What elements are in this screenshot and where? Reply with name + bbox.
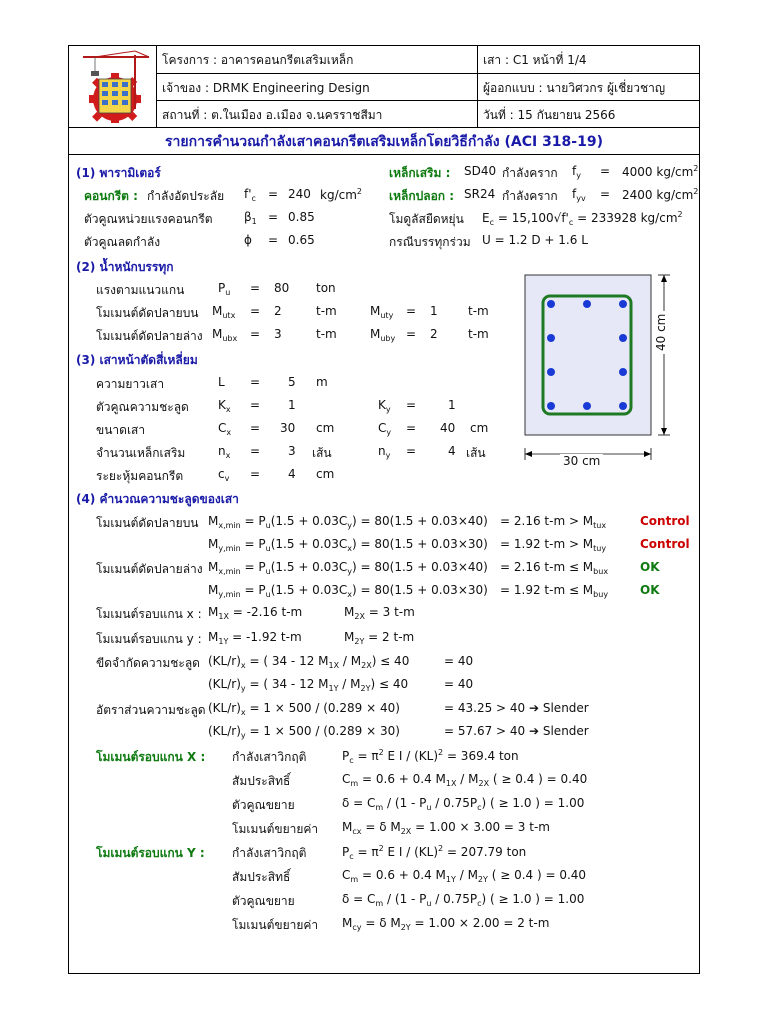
magy-heading: โมเมนต์รอบแกน Y : [96, 846, 205, 860]
magx-delta: $\delta = C_m / (1 - P_u / 0.75P_c)$ ( ≥ 1.0 ) = 1.00 [342, 796, 585, 812]
rebar-dot [619, 300, 627, 308]
limit-y: $(KL/r)_y$ = ( 34 - 12 $M_{1Y} / M_{2Y}) \le 40$ [208, 677, 409, 693]
my-label: โมเมนต์รอบแกน y : [96, 632, 202, 646]
fc-unit: $kg/cm^2$ [320, 187, 362, 202]
sec4-heading: (4) คำนวณความชะลูดของเสา [76, 492, 239, 506]
sec2-heading: (2) น้ำหนักบรรทุก [76, 260, 174, 274]
crane-building-gear-logo [75, 49, 153, 123]
magx-pc: $P_c = \pi^2$ E I / (KL)$^2$ = 369.4 ton [342, 748, 519, 765]
header-divider-logo [156, 45, 157, 127]
cv-symbol: $c_v$ [218, 467, 230, 483]
section-height-label: 40 cm [654, 311, 668, 354]
header-bottom-line [68, 127, 700, 128]
ratio-x-expr: $(KL/r)_x = 1 \times 500 / (0.289 \times 40)$ [208, 701, 400, 717]
sec1-heading: (1) พารามิเตอร์ [76, 166, 161, 180]
limit-label: ขีดจำกัดความชะลูด [96, 656, 200, 670]
magy-mc-desc: โมเมนต์ขยายค่า [232, 918, 319, 932]
beta-symbol: $\beta_1$ [244, 210, 257, 226]
column-section-drawing [518, 272, 688, 472]
ratio-y-value: = 57.67 > 40 ➔ Slender [444, 724, 589, 738]
fc-value: 240 [288, 187, 311, 201]
magy-cm: $C_m = 0.6 + 0.4$ $M_{1Y} / M_{2Y}$ ( ≥ 0.4 ) = 0.40 [342, 868, 587, 884]
rebar-dot [583, 402, 591, 410]
magx-mc: $M_{cx} = \delta$ $M_{2X} = 1.00 \times 3.00 = 3$ t-m [342, 820, 550, 836]
sec4-row-status: Control [640, 537, 690, 551]
sec4-row-label: โมเมนต์ดัดปลายล่าง [96, 562, 203, 576]
beta-desc: ตัวคูณหน่วยแรงคอนกรีต [84, 212, 213, 226]
ny-unit: เส้น [466, 446, 486, 460]
header-row-line-1 [156, 73, 700, 74]
mutx-symbol: $M_{utx}$ [212, 304, 236, 320]
limit-x: $(KL/r)_x$ = ( 34 - 12 $M_{1X} / M_{2X}) \le 40$ [208, 654, 410, 670]
length-symbol: L [218, 375, 225, 389]
magy-delta: $\delta = C_m / (1 - P_u / 0.75P_c)$ ( ≥ 1.0 ) = 1.00 [342, 892, 585, 908]
rebar-dot [547, 334, 555, 342]
column-page: เสา : C1 หน้าที่ 1/4 [483, 53, 587, 67]
cx-symbol: $C_x$ [218, 421, 232, 437]
m1x-value: $M_{1X} = -2.16$ t-m [208, 605, 303, 621]
project-name: โครงการ : อาคารคอนกรีตเสริมเหล็ก [162, 53, 354, 67]
rebar-dot [619, 334, 627, 342]
sec4-row-status: OK [640, 583, 660, 597]
sec4-row-lhs: $M_{x,min} = P_u(1.5 + 0.03C_y) = 80(1.5 + 0.03\times 40)$ [208, 514, 488, 530]
axial-desc: แรงตามแนวแกน [96, 283, 185, 297]
limit-y-value: = 40 [444, 677, 474, 691]
mutx-unit: t-m [316, 304, 337, 318]
pu-symbol: $P_u$ [218, 281, 231, 297]
owner-name: เจ้าของ : DRMK Engineering Design [162, 81, 370, 95]
cy-value: 40 [440, 421, 456, 435]
ec-formula: $E_c = 15,100√f'_c = 233928$ $kg/cm^2$ [482, 210, 683, 227]
sec4-row-result: = 1.92 $t-m > M_{tuy}$ [500, 537, 607, 553]
section-width-label: 30 cm [560, 454, 603, 468]
mubx-unit: t-m [316, 327, 337, 341]
muty-value: 1 [430, 304, 438, 318]
nx-symbol: $n_x$ [218, 444, 231, 460]
rebar-dot [547, 368, 555, 376]
nx-value: 3 [288, 444, 296, 458]
cx-value: 30 [280, 421, 296, 435]
cv-value: 4 [288, 467, 296, 481]
ratio-y-expr: $(KL/r)_y = 1 \times 500 / (0.289 \times 30)$ [208, 724, 400, 740]
mx-label: โมเมนต์รอบแกน x : [96, 607, 202, 621]
rebar-dot [619, 368, 627, 376]
phi-desc: ตัวคูณลดกำลัง [84, 235, 161, 249]
length-value: 5 [288, 375, 296, 389]
muby-symbol: $M_{uby}$ [370, 327, 396, 343]
cy-unit: cm [470, 421, 489, 435]
muty-symbol: $M_{uty}$ [370, 304, 394, 320]
ratio-x-value: = 43.25 > 40 ➔ Slender [444, 701, 589, 715]
tie-steel-label: เหล็กปลอก : [389, 189, 455, 203]
magx-mc-desc: โมเมนต์ขยายค่า [232, 822, 319, 836]
load-case-desc: กรณีบรรทุกร่วม [389, 235, 471, 249]
sec4-row-label: โมเมนต์ดัดปลายบน [96, 516, 199, 530]
fyv-symbol: $f_{yv}$ [572, 187, 586, 203]
fy-desc: กำลังคราก [502, 166, 558, 180]
load-case: U = 1.2 D + 1.6 L [482, 233, 588, 247]
length-unit: m [316, 375, 328, 389]
rebar-dot [619, 402, 627, 410]
mubx-value: 3 [274, 327, 282, 341]
magy-mc: $M_{cy} = \delta$ $M_{2Y} = 1.00 \times 2.00 = 2$ t-m [342, 916, 550, 932]
phi-symbol: ϕ [244, 233, 252, 247]
ky-symbol: $K_y$ [378, 398, 391, 414]
length-desc: ความยาวเสา [96, 377, 165, 391]
kx-symbol: $K_x$ [218, 398, 231, 414]
m2x-value: $M_{2X} = 3$ t-m [344, 605, 415, 621]
rebar-dot [547, 300, 555, 308]
muby-value: 2 [430, 327, 438, 341]
cover-desc: ระยะหุ้มคอนกรีต [96, 469, 184, 483]
main-steel-label: เหล็กเสริม : [389, 166, 451, 180]
magy-delta-desc: ตัวคูณขยาย [232, 894, 295, 908]
ec-desc: โมดูลัสยืดหยุ่น [389, 212, 464, 226]
magx-pc-desc: กำลังเสาวิกฤติ [232, 750, 307, 764]
fyv-value: 2400 $kg/cm^2$ [622, 187, 699, 202]
pu-value: 80 [274, 281, 290, 295]
magy-cm-desc: สัมประสิทธิ์ [232, 870, 291, 884]
fy-symbol: $f_y$ [572, 164, 581, 180]
size-desc: ขนาดเสา [96, 423, 146, 437]
bars-desc: จำนวนเหล็กเสริม [96, 446, 186, 460]
main-steel-grade: SD40 [464, 164, 497, 178]
magx-cm: $C_m = 0.6 + 0.4$ $M_{1X} / M_{2X}$ ( ≥ 0.4 ) = 0.40 [342, 772, 588, 788]
ratio-label: อัตราส่วนความชะลูด [96, 703, 206, 717]
concrete-label: คอนกรีต : [84, 189, 138, 203]
m2y-value: $M_{2Y} = 2$ t-m [344, 630, 415, 646]
tie-steel-grade: SR24 [464, 187, 496, 201]
rebar-dot [547, 402, 555, 410]
sec4-row-lhs: $M_{x,min} = P_u(1.5 + 0.03C_y) = 80(1.5 + 0.03\times 40)$ [208, 560, 488, 576]
title-bottom-line [68, 154, 700, 155]
muty-unit: t-m [468, 304, 489, 318]
sec3-heading: (3) เสาหน้าตัดสี่เหลี่ยม [76, 353, 198, 367]
sec4-row-lhs: $M_{y,min} = P_u(1.5 + 0.03C_x) = 80(1.5 + 0.03\times 30)$ [208, 583, 488, 599]
location: สถานที่ : ต.ในเมือง อ.เมือง จ.นครราชสีมา [162, 108, 383, 122]
sec4-row-result: = 2.16 $t-m > M_{tux}$ [500, 514, 607, 530]
muby-unit: t-m [468, 327, 489, 341]
fy-value: 4000 $kg/cm^2$ [622, 164, 699, 179]
beta-value: 0.85 [288, 210, 315, 224]
rebar-dot [583, 300, 591, 308]
ny-value: 4 [448, 444, 456, 458]
sec4-row-status: Control [640, 514, 690, 528]
fyv-desc: กำลังคราก [502, 189, 558, 203]
magy-pc-desc: กำลังเสาวิกฤติ [232, 846, 307, 860]
phi-value: 0.65 [288, 233, 315, 247]
mubx-symbol: $M_{ubx}$ [212, 327, 238, 343]
sec4-row-result: = 2.16 $t-m \le M_{bux}$ [500, 560, 609, 576]
sec4-row-status: OK [640, 560, 660, 574]
cy-symbol: $C_y$ [378, 421, 392, 437]
top-moment-desc: โมเมนต์ดัดปลายบน [96, 306, 199, 320]
cx-unit: cm [316, 421, 335, 435]
cv-unit: cm [316, 467, 335, 481]
limit-x-value: = 40 [444, 654, 474, 668]
ky-value: 1 [448, 398, 456, 412]
header-row-line-2 [156, 100, 700, 101]
header-divider-right [477, 45, 478, 127]
magx-heading: โมเมนต์รอบแกน X : [96, 750, 206, 764]
ny-symbol: $n_y$ [378, 444, 391, 460]
m1y-value: $M_{1Y} = -1.92$ t-m [208, 630, 302, 646]
magx-delta-desc: ตัวคูณขยาย [232, 798, 295, 812]
page-title: รายการคำนวณกำลังเสาคอนกรีตเสริมเหล็กโดยวิธีกำลัง (ACI 318-19) [165, 134, 603, 150]
date: วันที่ : 15 กันยายน 2566 [483, 108, 616, 122]
nx-unit: เส้น [312, 446, 332, 460]
sec4-row-lhs: $M_{y,min} = P_u(1.5 + 0.03C_x) = 80(1.5 + 0.03\times 30)$ [208, 537, 488, 553]
k-desc: ตัวคูณความชะลูด [96, 400, 189, 414]
sec4-row-result: = 1.92 $t-m \le M_{buy}$ [500, 583, 609, 599]
magx-cm-desc: สัมประสิทธิ์ [232, 774, 291, 788]
mutx-value: 2 [274, 304, 282, 318]
fc-desc: กำลังอัดประลัย [147, 189, 225, 203]
magy-pc: $P_c = \pi^2$ E I / (KL)$^2$ = 207.79 ton [342, 844, 527, 861]
bottom-moment-desc: โมเมนต์ดัดปลายล่าง [96, 329, 203, 343]
kx-value: 1 [288, 398, 296, 412]
designer: ผู้ออกแบบ : นายวิศวกร ผู้เชี่ยวชาญ [483, 81, 666, 95]
fc-symbol: $f'_c$ [244, 187, 256, 203]
pu-unit: ton [316, 281, 336, 295]
